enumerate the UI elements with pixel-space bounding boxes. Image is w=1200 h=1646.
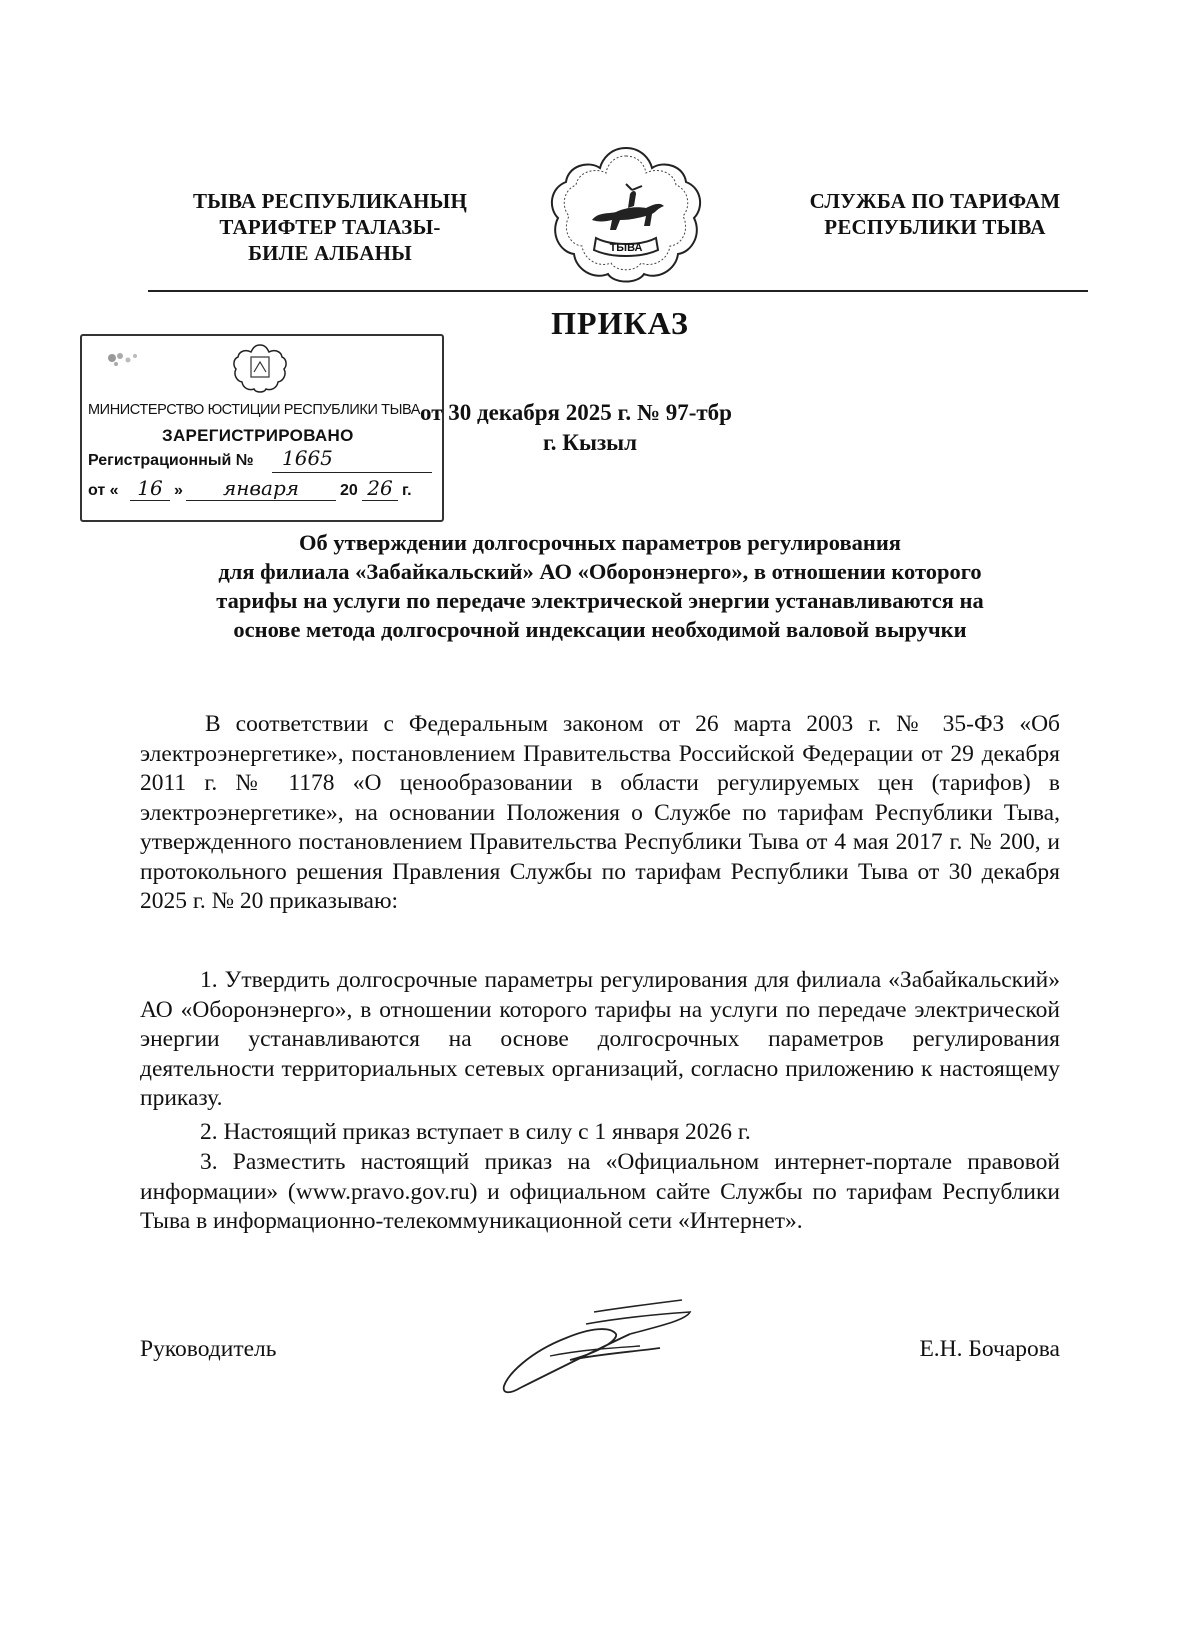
document-title: ПРИКАЗ	[551, 305, 689, 341]
signer-name: Е.Н. Бочарова	[919, 1336, 1060, 1362]
stamp-registered: ЗАРЕГИСТРИРОВАНО	[162, 426, 354, 445]
order-item-1: 1. Утвердить долгосрочные параметры регулирования для филиала «Забайкальский» АО «Оборонэнерго», в отношении которого тарифы на услуги по передаче электрической энергии устанавливаются на основе долгосрочных параметров регулирования деятельности территориальных сетевых организаций, согласно приложению к настоящему приказу.	[140, 967, 1060, 1111]
stamp-date-month: января	[186, 476, 336, 501]
signer-position: Руководитель	[140, 1336, 277, 1362]
document-place: г. Кызыл	[542, 430, 638, 455]
stamp-date-mid: »	[174, 482, 183, 499]
registration-stamp	[80, 334, 444, 522]
order-item-3: 3. Разместить настоящий приказ на «Официальном интернет-портале правовой информации» (www.pravo.gov.ru) и официальном сайте Службы по тарифам Республики Тыва в информационно-телекоммуникационной сети «Интернет».	[140, 1149, 1060, 1234]
header-left-line-2: ТАРИФТЕР ТАЛАЗЫ-	[219, 215, 441, 239]
stamp-regno-label: Регистрационный №	[88, 452, 254, 469]
header-divider	[148, 290, 1088, 292]
stamp-ministry: МИНИСТЕРСТВО ЮСТИЦИИ РЕСПУБЛИКИ ТЫВА	[88, 402, 421, 418]
header-left-line-3: БИЛЕ АЛБАНЫ	[248, 241, 412, 265]
order-item-2: 2. Настоящий приказ вступает в силу с 1 января 2026 г.	[200, 1119, 751, 1145]
document-date-number: от 30 декабря 2025 г. № 97-тбр	[420, 400, 732, 425]
header-right-line-1: СЛУЖБА ПО ТАРИФАМ	[809, 189, 1061, 213]
stamp-date-year-prefix: 20	[340, 482, 358, 499]
stamp-date-day: 16	[130, 476, 170, 501]
stamp-date-prefix: от «	[88, 482, 119, 499]
document-subject	[120, 528, 1080, 644]
subject-line-3: тарифы на услуги по передаче электрической энергии устанавливаются на	[216, 588, 984, 613]
subject-line-2: для филиала «Забайкальский» АО «Оборонэнерго», в отношении которого	[218, 559, 982, 584]
handwritten-signature-icon	[490, 1282, 700, 1402]
preamble-paragraph: В соответствии с Федеральным законом от 26 марта 2003 г. № 35-ФЗ «Об электроэнергетике», постановлением Правительства Российской Федерации от 29 декабря 2011 г. № 1178 «О ценообразовании в области регулируемых цен (тарифов) в электроэнергетике», на основании Положения о Службе по тарифам Республики Тыва, утвержденного постановлением Правительства Республики Тыва от 4 мая 2017 г. № 200, и протокольного решения Правления Службы по тарифам Республики Тыва от 30 декабря 2025 г. № 20 приказываю:	[140, 711, 1060, 914]
header-right-org	[760, 188, 1110, 240]
header-right-line-2: РЕСПУБЛИКИ ТЫВА	[824, 215, 1046, 239]
stamp-date-suffix: г.	[402, 482, 412, 499]
stamp-date-year-suffix: 26	[362, 476, 398, 501]
stamp-emblem-icon	[232, 342, 288, 394]
stamp-date-row	[88, 476, 440, 510]
subject-line-1: Об утверждении долгосрочных параметров регулирования	[299, 530, 901, 555]
stamp-ink-blot-icon	[102, 346, 146, 370]
tuva-emblem-icon	[546, 142, 706, 290]
header-left-org	[170, 188, 490, 266]
stamp-regno-value: 1665	[272, 446, 432, 473]
emblem-label: ТЫВА	[609, 242, 643, 254]
header-left-line-1: ТЫВА РЕСПУБЛИКАНЫҢ	[192, 189, 468, 213]
subject-line-4: основе метода долгосрочной индексации необходимой валовой выручки	[233, 617, 967, 642]
